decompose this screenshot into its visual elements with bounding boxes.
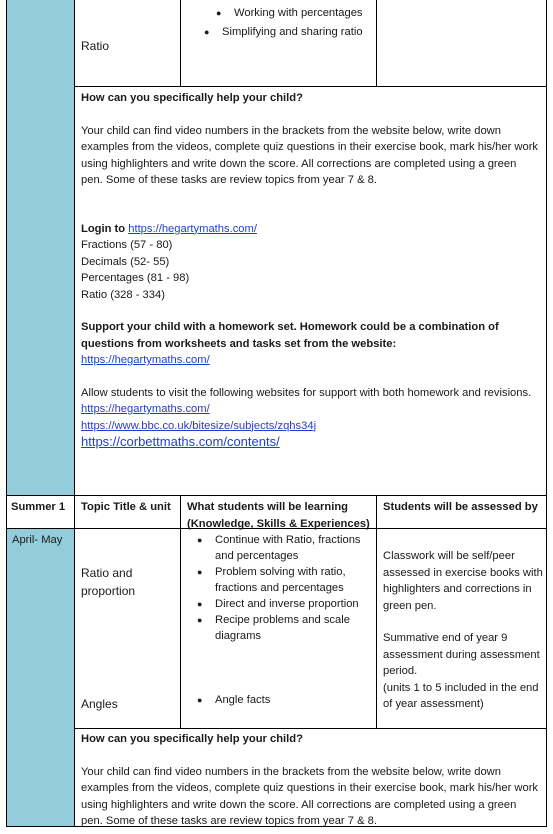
table-border xyxy=(546,0,547,826)
table-border xyxy=(6,495,547,496)
table-border xyxy=(74,0,75,826)
list-item: ● Angle facts xyxy=(189,692,374,708)
assess-summative: Summative end of year 9 assessment during assessment period. xyxy=(383,632,540,677)
header-learning: What students will be learning (Knowledge, Skills & Experiences) xyxy=(187,501,370,530)
topic-fractions: Fractions (57 - 80) xyxy=(81,239,173,251)
learning-list-angles xyxy=(189,692,374,708)
list-item: ● Simplifying and sharing ratio xyxy=(196,24,372,40)
topic-angles: Angles xyxy=(81,697,118,711)
list-item: ● Continue with Ratio, fractions and percentages xyxy=(189,532,374,564)
table-border xyxy=(180,0,181,86)
topic-percentages: Percentages (81 - 98) xyxy=(81,272,190,284)
topic-ratio-range: Ratio (328 - 334) xyxy=(81,288,165,301)
help-heading: How can you specifically help your child? xyxy=(81,92,303,104)
corbett-link[interactable]: https://corbettmaths.com/contents/ xyxy=(81,434,280,449)
topic-ratio-proportion: Ratio and proportion xyxy=(81,566,136,598)
assess-classwork: Classwork will be self/peer assessed in exercise books with highlighters and corrections in green pen. xyxy=(383,550,543,612)
term-summer-1: Summer 1 xyxy=(11,501,66,513)
login-link[interactable]: https://hegartymaths.com/ xyxy=(128,222,257,235)
learning-list-summer xyxy=(189,532,374,644)
header-assessed: Students will be assessed by xyxy=(383,501,538,513)
topic-ratio: Ratio xyxy=(81,39,110,53)
support-text: Support your child with a homework set. Homework could be a combination of questions from worksheets and tasks set from the website: xyxy=(81,321,499,350)
table-border xyxy=(74,728,547,729)
help-heading: How can you specifically help your child? xyxy=(81,733,303,745)
table-border xyxy=(376,495,377,728)
term-column-shading-top xyxy=(6,0,74,495)
list-item: ● Direct and inverse proportion xyxy=(189,596,374,612)
help-block-2 xyxy=(81,731,541,830)
table-border xyxy=(6,0,7,826)
login-line xyxy=(81,221,541,238)
login-label: Login to xyxy=(81,222,126,235)
list-item: ● Problem solving with ratio, fractions and percentages xyxy=(189,564,374,596)
hegarty-link[interactable]: https://hegartymaths.com/ xyxy=(81,403,210,415)
assess-units: (units 1 to 5 included in the end of year assessment) xyxy=(383,681,539,710)
support-link[interactable]: https://hegartymaths.com/ xyxy=(81,354,210,366)
topic-decimals: Decimals (52- 55) xyxy=(81,255,170,268)
table-border xyxy=(74,86,547,87)
help-intro: Your child can find video numbers in the brackets from the website below, write down examples from the videos, complete quiz questions in their exercise book, mark his/her work using highlighters and write down the score. All corrections are completed using a green pen. Some of these tasks are review topics from year 7 & 8. xyxy=(81,124,539,186)
table-border xyxy=(376,0,377,86)
term-column-shading-bottom xyxy=(6,528,74,826)
help-block-1 xyxy=(81,90,541,452)
learning-list-ratio xyxy=(196,5,372,40)
header-topic-title: Topic Title & unit xyxy=(81,501,171,513)
bbc-bitesize-link[interactable]: https://www.bbc.co.uk/bitesize/subjects/zqhs34j xyxy=(81,419,317,432)
help-intro: Your child can find video numbers in the brackets from the website below, write down examples from the videos, complete quiz questions in their exercise book, mark his/her work using highlighters and write down the score. All corrections are completed using a green pen. Some of these tasks are review topics from year 7 & 8. xyxy=(81,765,539,827)
months-label: April- May xyxy=(12,534,63,546)
assessment-text xyxy=(383,548,543,713)
table-border xyxy=(180,495,181,728)
list-item: ● Working with percentages xyxy=(208,5,372,21)
list-item: ● Recipe problems and scale diagrams xyxy=(189,612,374,644)
allow-text: Allow students to visit the following websites for support with both homework and revisions. xyxy=(81,386,532,399)
